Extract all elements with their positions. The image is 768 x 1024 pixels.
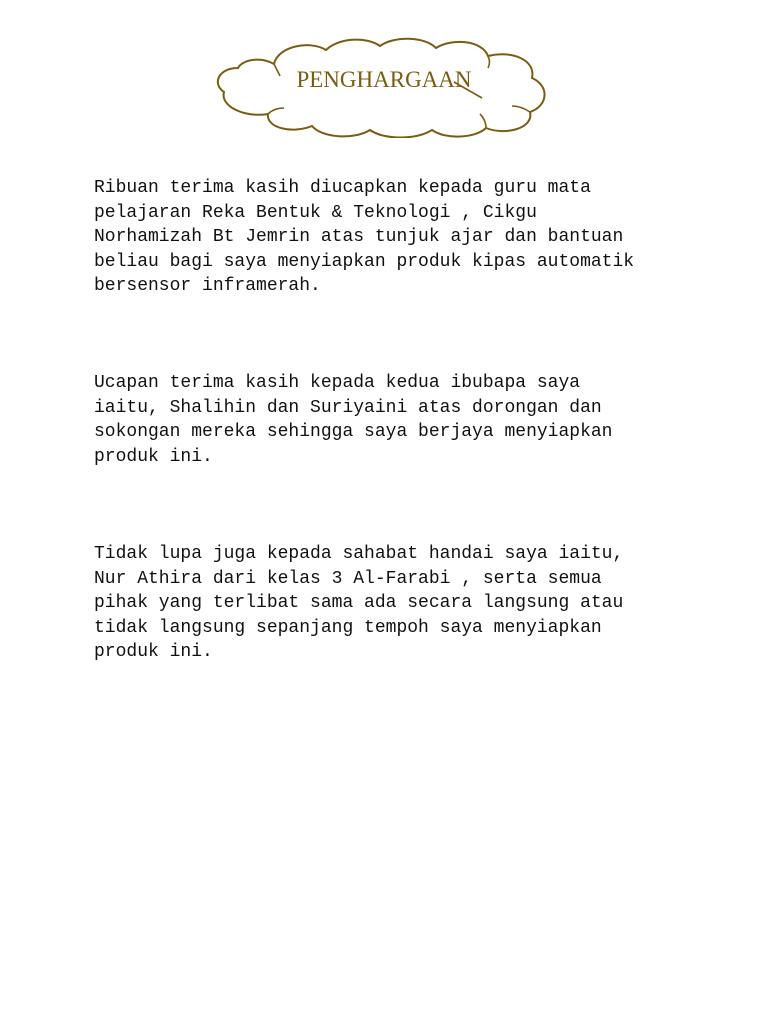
paragraph-friends-thanks: Tidak lupa juga kepada sahabat handai saya iaitu, Nur Athira dari kelas 3 Al-Farabi , serta semua pihak yang terlibat sama ada secara langsung atau tidak langsung sepanjang tempoh saya menyiapkan produk ini.	[94, 544, 624, 662]
paragraph-parents-thanks: Ucapan terima kasih kepada kedua ibubapa saya iaitu, Shalihin dan Suriyaini atas dorongan dan sokongan mereka sehingga saya berjaya menyiapkan produk ini.	[94, 373, 613, 467]
title-cloud	[214, 34, 554, 138]
paragraph-teacher-thanks: Ribuan terima kasih diucapkan kepada guru mata pelajaran Reka Bentuk & Teknologi , Cikgu Norhamizah Bt Jemrin atas tunjuk ajar dan bantuan beliau bagi saya menyiapkan produk kipas automatik bersensor inframerah.	[94, 178, 635, 296]
page-title: PENGHARGAAN	[296, 67, 472, 92]
